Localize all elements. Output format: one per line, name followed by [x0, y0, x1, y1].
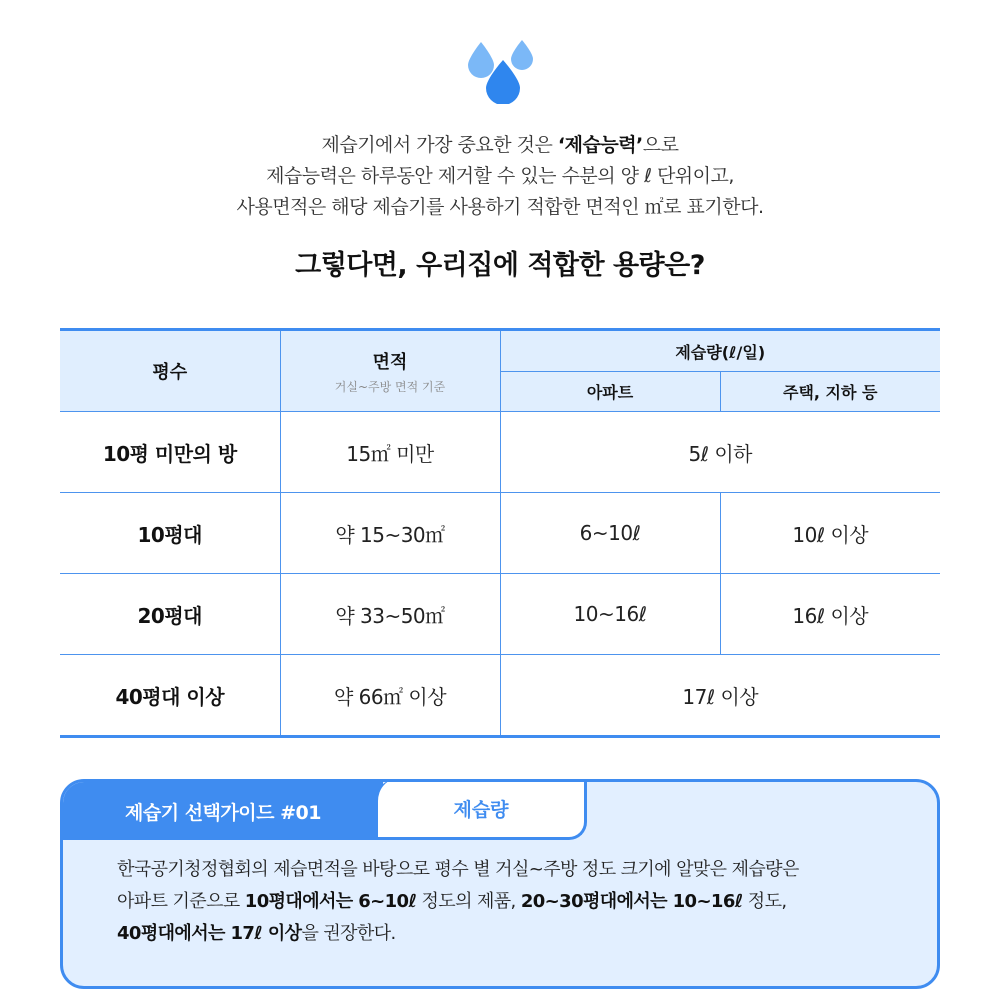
row-size: 10평 미만의 방: [60, 412, 280, 493]
row-area: 약 33~50㎡: [280, 574, 500, 655]
intro-text: [0, 130, 1000, 223]
row-capacity-house: 10ℓ 이상: [720, 493, 940, 574]
header-apartment: 아파트: [500, 372, 720, 412]
water-drop-center-icon: [484, 60, 522, 104]
header-capacity: 제습량(ℓ/일): [500, 330, 940, 372]
row-size: 20평대: [60, 574, 280, 655]
table-row: [60, 493, 940, 574]
intro-line-3: 사용면적은 해당 제습기를 사용하기 적합한 면적인 ㎡로 표기한다.: [236, 196, 764, 218]
water-drops-icon: [0, 38, 1000, 108]
guide-line-3: 40평대에서는 17ℓ 이상을 권장한다.: [117, 923, 396, 944]
row-area: 15㎡ 미만: [280, 412, 500, 493]
row-size: 10평대: [60, 493, 280, 574]
row-capacity-apartment: 6~10ℓ: [500, 493, 720, 574]
intro-highlight: ‘제습능력’: [557, 134, 643, 156]
table-header-row: [60, 330, 940, 372]
intro-line-2: 제습능력은 하루동안 제거할 수 있는 수분의 양 ℓ 단위이고,: [266, 165, 734, 187]
capacity-table: [60, 328, 940, 738]
row-area: 약 66㎡ 이상: [280, 655, 500, 737]
row-size: 40평대 이상: [60, 655, 280, 737]
guide-line-2: 아파트 기준으로 10평대에서는 6~10ℓ 정도의 제품, 20~30평대에서는 10~16ℓ 정도,: [117, 891, 787, 912]
question-heading: 그렇다면, 우리집에 적합한 용량은?: [295, 250, 705, 281]
table-row: [60, 655, 940, 737]
header-size: 평수: [60, 330, 280, 412]
header-area-note: 거실~주방 면적 기준: [334, 379, 446, 394]
guide-tab-label: 제습기 선택가이드 #01: [63, 782, 383, 840]
row-area: 약 15~30㎡: [280, 493, 500, 574]
header-area: 면적 거실~주방 면적 기준: [280, 330, 500, 412]
guide-tab-topic: 제습량: [375, 779, 587, 840]
row-capacity: 5ℓ 이하: [500, 412, 940, 493]
guide-line-1: 한국공기청정협회의 제습면적을 바탕으로 평수 별 거실~주방 정도 크기에 알맞은 제습량은: [117, 859, 799, 880]
row-capacity: 17ℓ 이상: [500, 655, 940, 737]
table-row: [60, 574, 940, 655]
table-row: [60, 412, 940, 493]
row-capacity-apartment: 10~16ℓ: [500, 574, 720, 655]
selection-guide-box: [60, 779, 940, 989]
header-house: 주택, 지하 등: [720, 372, 940, 412]
guide-description: [117, 854, 907, 950]
intro-line-1: 제습기에서 가장 중요한 것은 ‘제습능력’으로: [321, 134, 679, 156]
row-capacity-house: 16ℓ 이상: [720, 574, 940, 655]
